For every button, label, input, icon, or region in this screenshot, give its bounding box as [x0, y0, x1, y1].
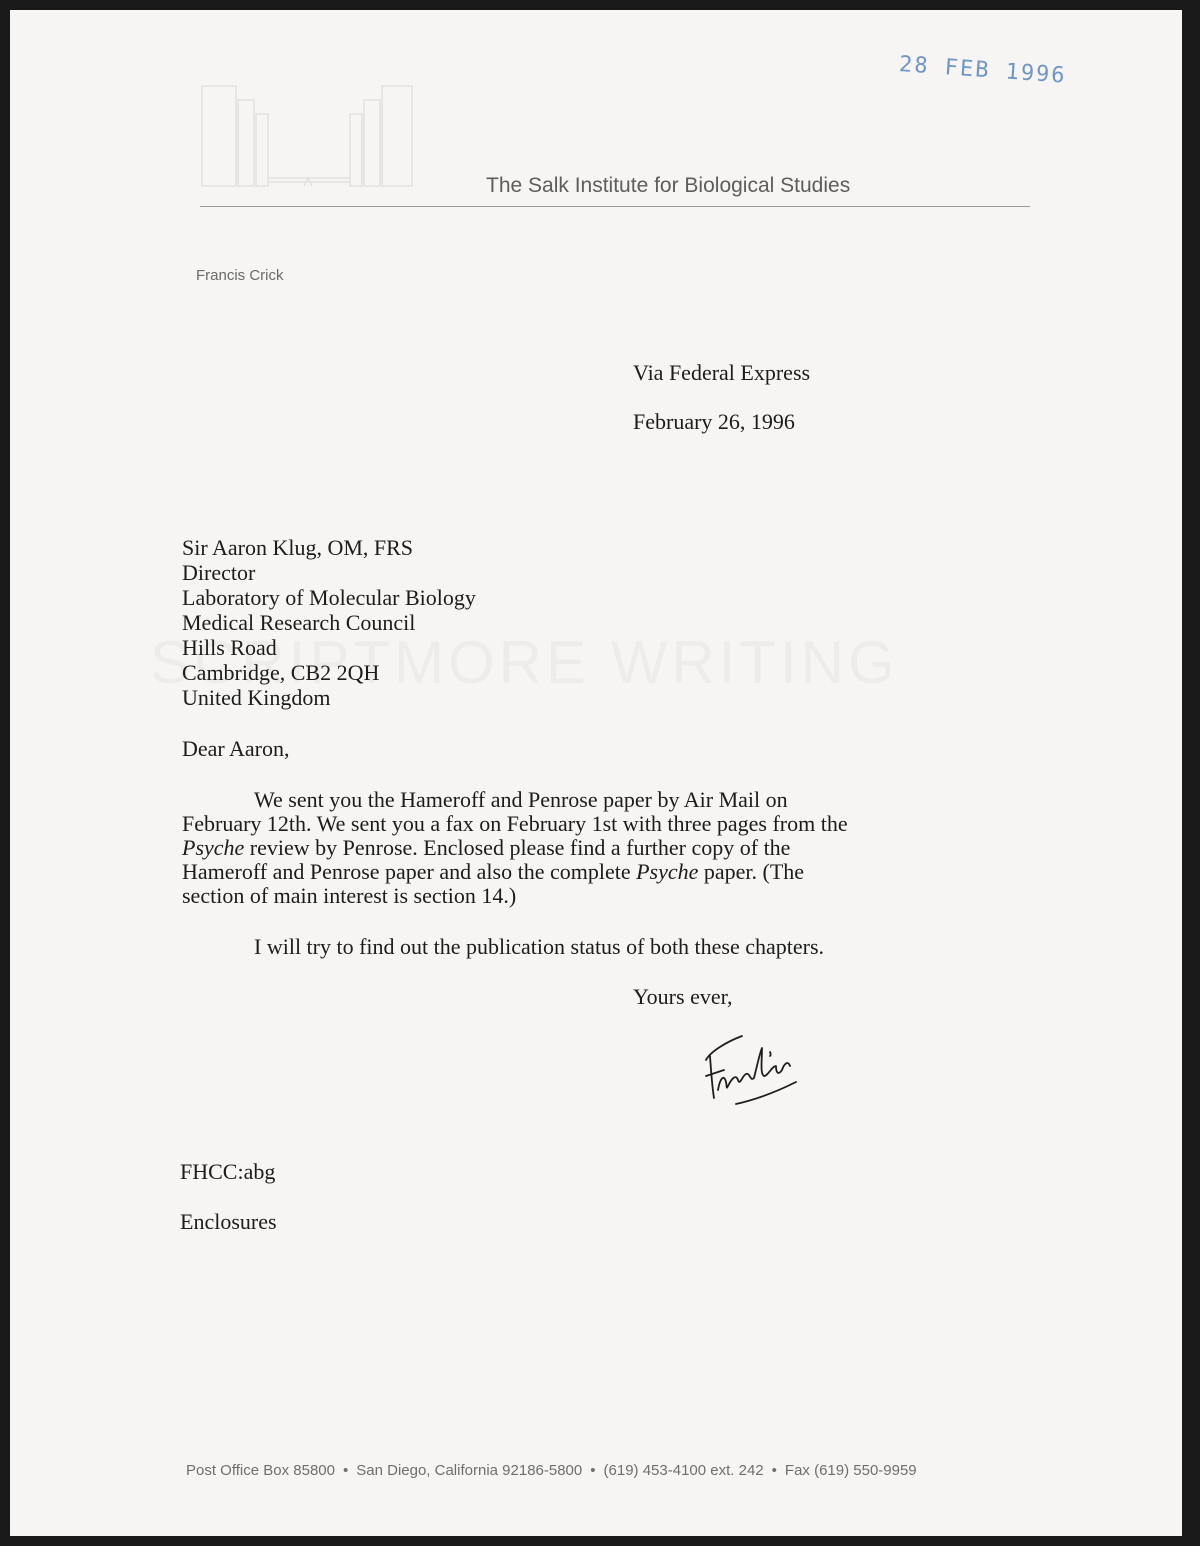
footer-separator: •: [342, 1462, 349, 1479]
recipient-line: Laboratory of Molecular Biology: [182, 585, 476, 610]
footer-separator: •: [771, 1462, 777, 1479]
paragraph-line: [182, 859, 848, 883]
line-text: Hameroff and Penrose paper and also the complete: [182, 859, 637, 884]
letter-date: February 26, 1996: [633, 409, 795, 434]
recipient-address: [182, 535, 476, 710]
typist-initials: FHCC:abg: [180, 1159, 276, 1184]
line-text: review by Penrose. Enclosed please find a further copy of the: [244, 835, 791, 860]
letterhead-author: Francis Crick: [196, 267, 284, 284]
italic-title: Psyche: [636, 859, 699, 884]
paragraph-line: section of main interest is section 14.): [182, 883, 517, 908]
recipient-line: Sir Aaron Klug, OM, FRS: [182, 535, 414, 560]
delivery-method: Via Federal Express: [633, 360, 811, 385]
body-paragraph-2: I will try to find out the publication status of both these chapters.: [254, 934, 825, 959]
letterhead-footer: [186, 1462, 917, 1479]
line-text: paper. (The: [698, 859, 805, 884]
handwritten-signature: [696, 1030, 820, 1112]
recipient-line: United Kingdom: [182, 685, 331, 710]
institute-name: The Salk Institute for Biological Studies: [486, 174, 851, 197]
recipient-line: Medical Research Council: [182, 610, 416, 635]
recipient-line: Cambridge, CB2 2QH: [182, 660, 380, 685]
footer-separator: •: [590, 1462, 596, 1479]
letter-page: [10, 10, 1182, 1536]
salk-institute-logo: [200, 82, 415, 192]
paragraph-line: February 12th. We sent you a fax on February 1st with three pages from the: [182, 811, 848, 836]
letterhead-divider: [200, 206, 1030, 207]
footer-po-box: Post Office Box 85800: [186, 1462, 335, 1479]
italic-title: Psyche: [182, 835, 245, 860]
recipient-line: Hills Road: [182, 635, 277, 660]
footer-city: San Diego, California 92186-5800: [356, 1462, 583, 1479]
paragraph-line: We sent you the Hameroff and Penrose paper by Air Mail on: [254, 787, 788, 812]
footer-phone: (619) 453-4100 ext. 242: [603, 1462, 764, 1479]
recipient-line: Director: [182, 560, 256, 585]
salutation: Dear Aaron,: [182, 736, 290, 761]
body-paragraph-1: [182, 787, 848, 907]
paragraph-line: [182, 835, 848, 859]
received-date-stamp: 28 FEB 1996: [898, 52, 1068, 89]
footer-fax: Fax (619) 550-9959: [784, 1462, 917, 1479]
closing: Yours ever,: [633, 984, 733, 1009]
enclosures-note: Enclosures: [180, 1209, 277, 1234]
